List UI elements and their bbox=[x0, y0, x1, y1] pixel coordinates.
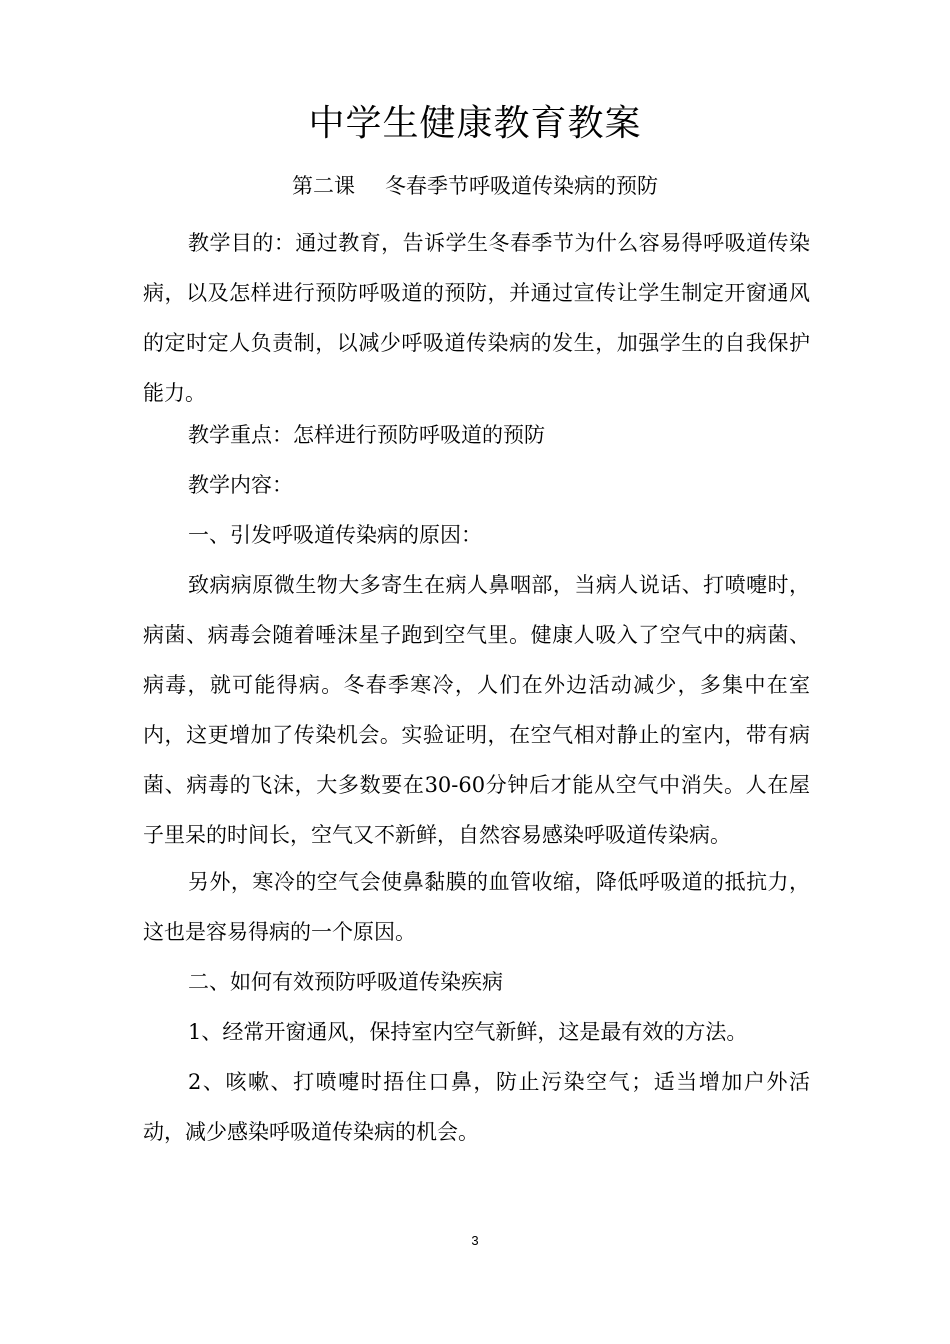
section-heading-prevention: 二、如何有效预防呼吸道传染疾病 bbox=[188, 970, 503, 994]
paragraph-teaching-content: 教学内容： bbox=[188, 473, 293, 497]
paragraph-causes-additional: 另外，寒冷的空气会使鼻黏膜的血管收缩，降低呼吸道的抵抗力，这也是容易得病的一个原因。 bbox=[143, 870, 810, 944]
paragraph-causes-detail: 致病病原微生物大多寄生在病人鼻咽部，当病人说话、打喷嚏时，病菌、病毒会随着唾沫星子跑到空气里。健康人吸入了空气中的病菌、病毒，就可能得病。冬春季寒冷，人们在外边活动减少，多集中在室内，这更增加了传染机会。实验证明，在空气相对静止的室内，带有病菌、病毒的飞沫，大多数要在30-60分钟后才能从空气中消失。人在屋子里呆的时间长，空气又不新鲜，自然容易感染呼吸道传染病。 bbox=[143, 573, 810, 847]
list-item-ventilation: 1、经常开窗通风，保持室内空气新鲜，这是最有效的方法。 bbox=[188, 1020, 748, 1044]
page-number: 3 bbox=[471, 1233, 479, 1248]
document-title: 中学生健康教育教案 bbox=[308, 103, 642, 144]
lesson-label: 第二课 bbox=[292, 174, 355, 198]
paragraph-teaching-focus: 教学重点：怎样进行预防呼吸道的预防 bbox=[188, 423, 545, 447]
section-heading-causes: 一、引发呼吸道传染病的原因： bbox=[188, 523, 482, 547]
list-item-cover-mouth: 2、咳嗽、打喷嚏时捂住口鼻，防止污染空气；适当增加户外活动，减少感染呼吸道传染病的机会。 bbox=[143, 1070, 810, 1144]
lesson-title bbox=[0, 172, 950, 200]
paragraph-teaching-purpose: 教学目的：通过教育，告诉学生冬春季节为什么容易得呼吸道传染病，以及怎样进行预防呼吸道的预防，并通过宣传让学生制定开窗通风的定时定人负责制，以减少呼吸道传染病的发生，加强学生的自我保护能力。 bbox=[143, 231, 810, 405]
lesson-name: 冬春季节呼吸道传染病的预防 bbox=[385, 174, 658, 198]
